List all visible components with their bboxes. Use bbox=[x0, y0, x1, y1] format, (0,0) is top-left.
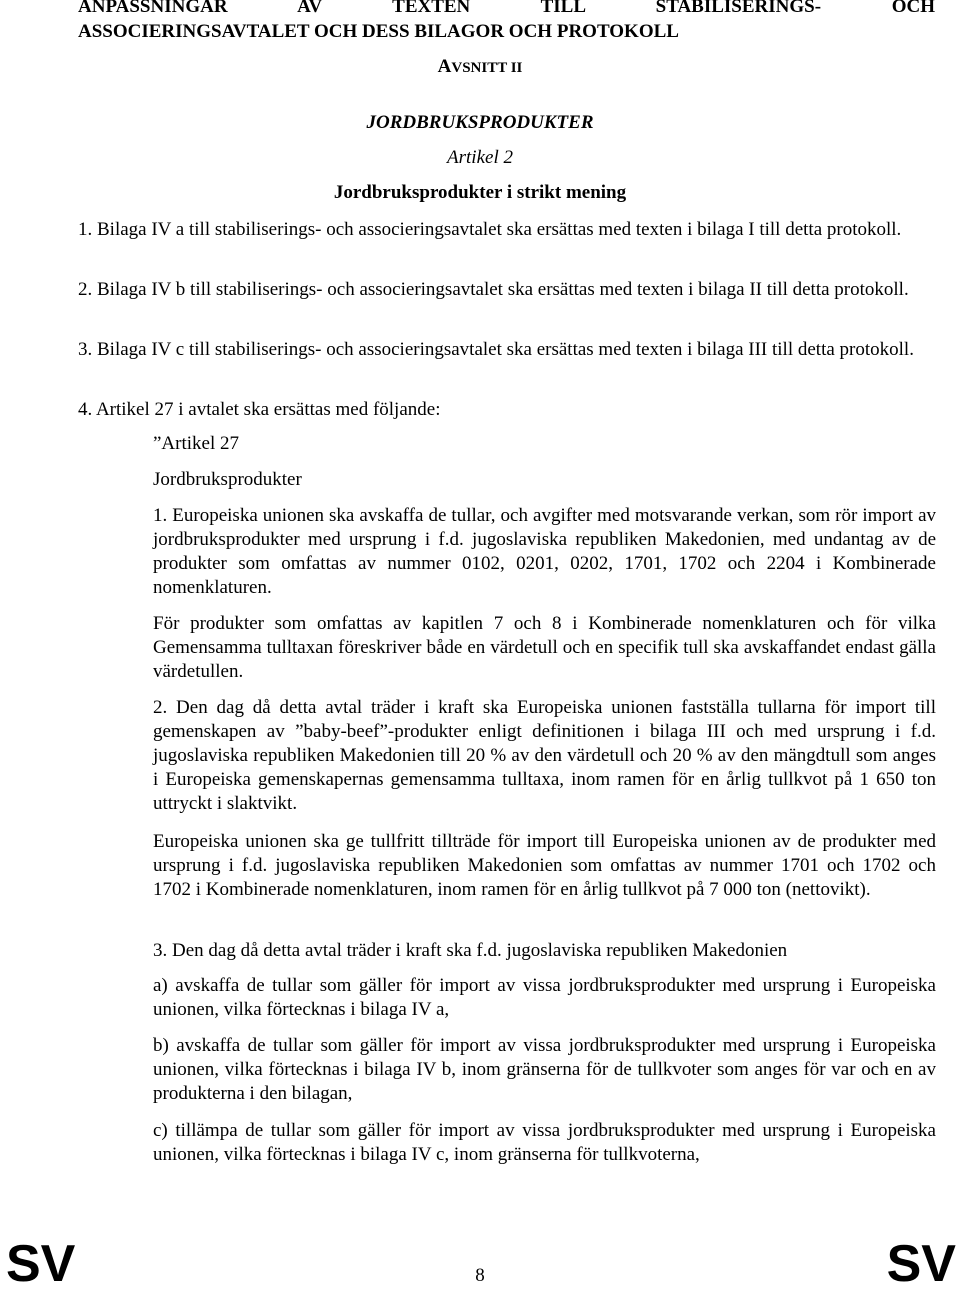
quoted-paragraph-2b: Europeiska unionen ska ge tullfritt tillträde för import till Europeiska unionen av de produkter med ursprung i f.d. jugoslaviska republiken Makedonien som omfattas av nummer 1701 och 1702 och 1702 i Kombinerade nomenklaturen, inom ramen för en årlig tullkvot på 7 000 ton (nettovikt). bbox=[153, 831, 936, 900]
paragraph-1: 1. Bilaga IV a till stabiliserings- och associeringsavtalet ska ersättas med texten i bilaga I till detta protokoll. bbox=[78, 219, 902, 240]
chapter-heading: JORDBRUKSPRODUKTER bbox=[366, 112, 594, 133]
title-word: TEXTEN bbox=[392, 0, 471, 17]
section-first-letter: A bbox=[437, 56, 452, 77]
quoted-paragraph-2: 2. Den dag då detta avtal träder i kraft ska Europeiska unionen fastställa tullarna för import till gemenskapen av ”baby-beef”-produkter enligt definitionen i bilaga III och med ursprung i f.d. jugoslaviska republiken Makedonien till 20 % av den värdetull och 20 % av den mängdtull som anges i Europeiska gemenskapernas gemensamma tulltaxa, inom ramen för en årlig tullkvot på 1 650 ton uttryckt i slaktvikt. bbox=[153, 697, 936, 814]
document-title-line1 bbox=[78, 0, 935, 19]
title-word: STABILISERINGS- bbox=[655, 0, 822, 17]
quoted-article-title: Jordbruksprodukter bbox=[153, 469, 302, 490]
quoted-item-b: b) avskaffa de tullar som gäller för import av vissa jordbruksprodukter med ursprung i Europeiska unionen, vilka förtecknas i bilaga IV b, inom gränserna för de tullkvoter som anges för var och en av produkterna i den bilagan, bbox=[153, 1035, 936, 1104]
section-heading bbox=[0, 56, 960, 78]
section-rest: VSNITT II bbox=[451, 60, 523, 76]
quoted-paragraph-1: 1. Europeiska unionen ska avskaffa de tullar, och avgifter med motsvarande verkan, som rör import av jordbruksprodukter med ursprung i f.d. jugoslaviska republiken Makedonien, med undantag av de produkter som omfattas av nummer 0102, 0201, 0202, 1701, 1702 och 2204 i Kombinerade nomenklaturen. bbox=[153, 505, 936, 598]
page-number: 8 bbox=[475, 1265, 485, 1286]
footer-language-code-left: SV bbox=[6, 1235, 76, 1293]
title-word: OCH bbox=[891, 0, 935, 17]
title-word: AV bbox=[297, 0, 322, 17]
paragraph-4: 4. Artikel 27 i avtalet ska ersättas med följande: bbox=[78, 399, 441, 420]
quoted-item-a: a) avskaffa de tullar som gäller för import av vissa jordbruksprodukter med ursprung i Europeiska unionen, vilka förtecknas i bilaga IV a, bbox=[153, 975, 936, 1020]
paragraph-3: 3. Bilaga IV c till stabiliserings- och associeringsavtalet ska ersättas med texten i bilaga III till detta protokoll. bbox=[78, 339, 914, 360]
title-word: ANPASSNINGAR bbox=[78, 0, 228, 17]
quoted-paragraph-3: 3. Den dag då detta avtal träder i kraft ska f.d. jugoslaviska republiken Makedonien bbox=[153, 940, 788, 961]
footer-language-code-right: SV bbox=[886, 1235, 956, 1293]
quoted-article-number: ”Artikel 27 bbox=[153, 433, 240, 454]
article-title: Jordbruksprodukter i strikt mening bbox=[333, 182, 627, 203]
paragraph-2: 2. Bilaga IV b till stabiliserings- och associeringsavtalet ska ersättas med texten i bilaga II till detta protokoll. bbox=[78, 279, 909, 300]
article-number: Artikel 2 bbox=[447, 147, 513, 168]
document-title-line2: ASSOCIERINGSAVTALET OCH DESS BILAGOR OCH PROTOKOLL bbox=[78, 21, 679, 42]
quoted-paragraph-1b: För produkter som omfattas av kapitlen 7 och 8 i Kombinerade nomenklaturen och för vilka Gemensamma tulltaxan föreskriver både en värdetull och en specifik tull ska avskaffandet endast gälla värdetullen. bbox=[153, 613, 936, 682]
title-word: TILL bbox=[540, 0, 585, 17]
quoted-item-c: c) tillämpa de tullar som gäller för import av vissa jordbruksprodukter med ursprung i Europeiska unionen, vilka förtecknas i bilaga IV c, inom gränserna för tullkvoterna, bbox=[153, 1120, 936, 1165]
